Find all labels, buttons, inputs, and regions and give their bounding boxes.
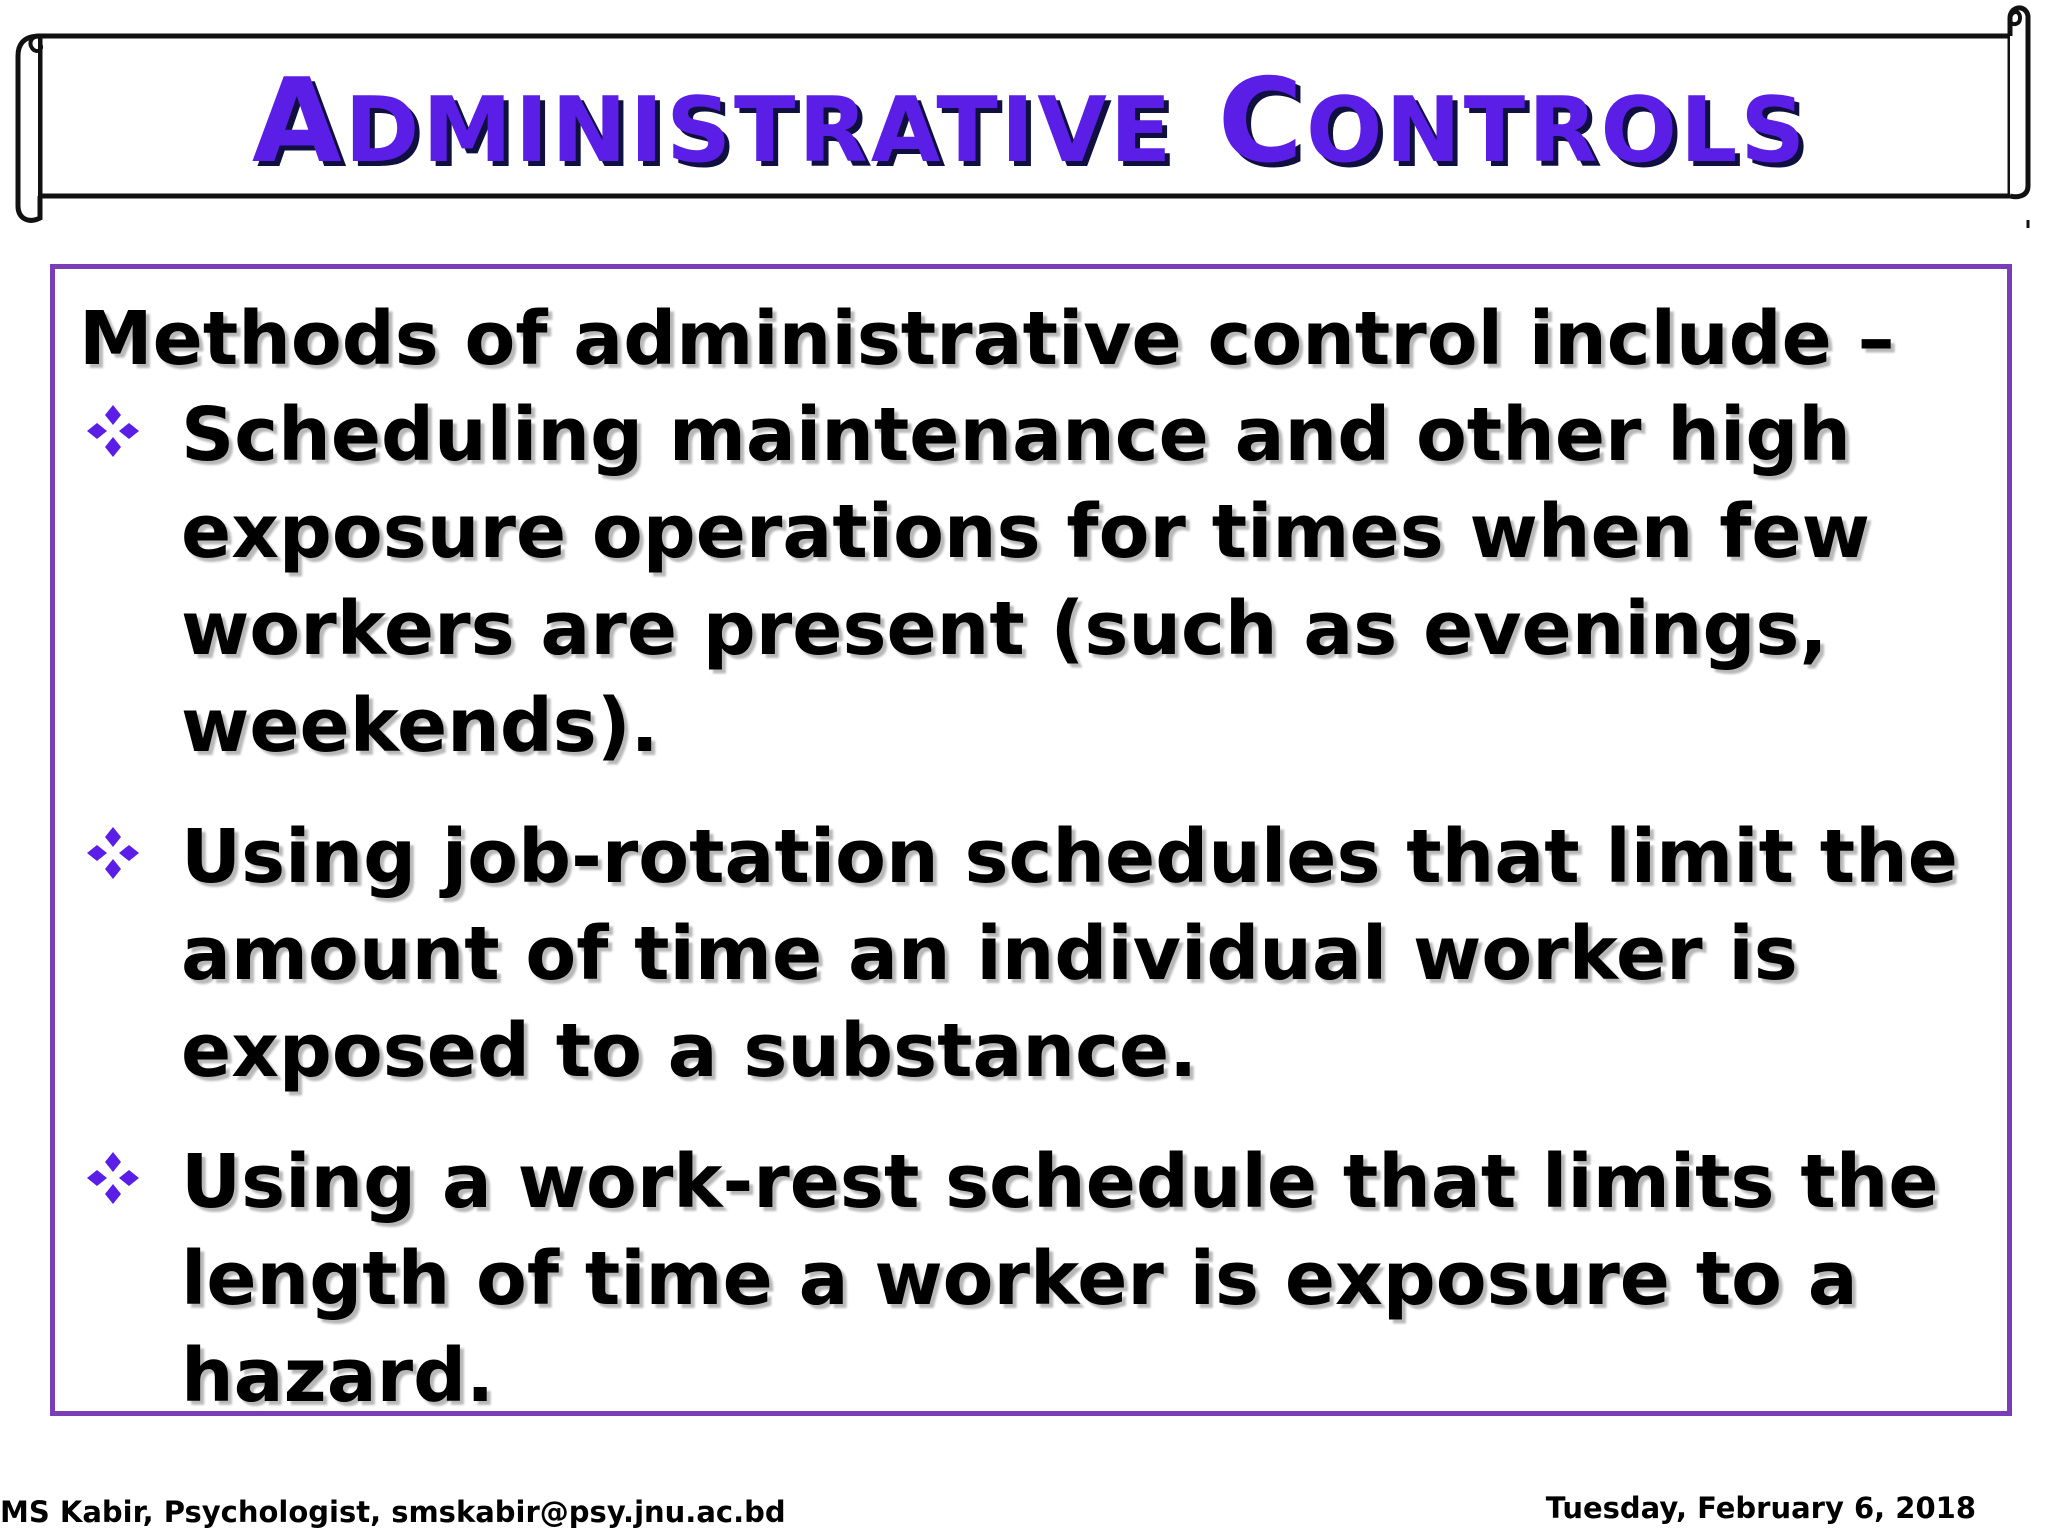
bullet-text: Scheduling maintenance and other high exposure operations for times when few workers are present (such as evenings, weekends). [181, 392, 1870, 769]
bullet-text: Using a work-rest schedule that limits the length of time a worker is exposure to a hazard. [181, 1139, 1939, 1419]
title-word-2-rest: ONTROLS [1305, 78, 1809, 183]
bullet-list [79, 387, 1987, 1425]
list-item [79, 387, 1987, 775]
slide-title [60, 54, 2000, 191]
title-banner [0, 0, 2048, 240]
list-item [79, 809, 1987, 1100]
diamond-cluster-icon [85, 1150, 141, 1206]
footer-date: Tuesday, February 6, 2018 [1545, 1491, 1976, 1525]
diamond-cluster-icon [85, 403, 141, 459]
title-word-1-rest: DMINISTRATIVE [344, 78, 1175, 183]
bullet-text: Using job-rotation schedules that limit the amount of time an individual worker is exposed to a substance. [181, 814, 1958, 1094]
intro-text: Methods of administrative control include – [79, 296, 1895, 382]
title-word-1-initial: A [251, 54, 345, 189]
footer-author: MS Kabir, Psychologist, smskabir@psy.jnu.ac.bd [0, 1495, 786, 1529]
diamond-cluster-icon [85, 825, 141, 881]
content-box [50, 264, 2012, 1419]
list-item [79, 1134, 1987, 1425]
title-word-2-initial: C [1217, 54, 1306, 189]
